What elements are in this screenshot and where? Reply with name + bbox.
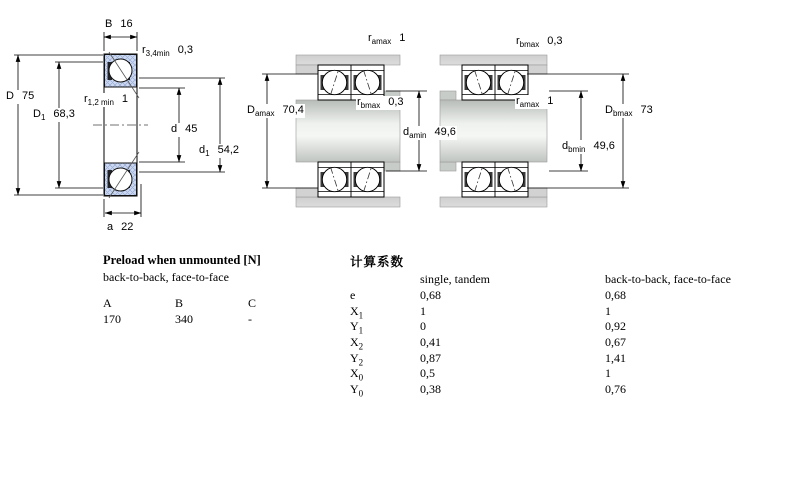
- preload-subtitle: back-to-back, face-to-face: [103, 270, 229, 284]
- preload-col-a: A: [103, 296, 112, 310]
- factor-row: e 0,68 0,68: [350, 288, 626, 302]
- preload-val-c: -: [248, 312, 252, 326]
- dim-label-Damax: $D_{amax}$ 70,4: [247, 104, 304, 119]
- factors-title: 计算系数: [350, 255, 405, 269]
- dim-label-r34: $r_{3,4min}$ 0,3: [142, 44, 193, 59]
- dim-label-ramax: $r_{amax}$ 1: [368, 32, 406, 47]
- preload-value-row: [103, 312, 252, 327]
- calculation-factors-table: [350, 252, 780, 399]
- dim-label-d1: $d_1$ 54,2: [199, 144, 239, 159]
- dim-label-a: a 22: [107, 221, 134, 233]
- factors-col2-header: back-to-back, face-to-face: [605, 272, 731, 286]
- factors-header-row: [350, 272, 780, 287]
- dim-label-damin: $d_{amin}$ 49,6: [403, 126, 456, 141]
- ball: [109, 59, 132, 82]
- factor-row: $X_0$ 0,5 1: [350, 366, 611, 383]
- factor-row: $Y_1$ 0 0,92: [350, 319, 626, 336]
- preload-col-c: C: [248, 296, 257, 310]
- dim-label-Dbmax: $D_{bmax}$ 73: [605, 104, 653, 119]
- bearing-pair-block: [318, 65, 384, 100]
- dim-label-rbmax-b: $r_{bmax}$ 0,3: [516, 35, 563, 50]
- factor-row: $Y_0$ 0,38 0,76: [350, 382, 626, 399]
- ball: [109, 168, 132, 191]
- dim-label-r12: $r_{1,2 min}$ 1: [84, 93, 129, 108]
- factors-col1-header: single, tandem: [420, 272, 490, 286]
- dim-label-dbmin: $d_{bmin}$ 49,6: [562, 140, 615, 155]
- bearing-pair-block: [462, 162, 528, 197]
- dim-label-ramax-b: $r_{amax}$ 1: [516, 95, 554, 110]
- factor-row: $Y_2$ 0,87 1,41: [350, 350, 626, 368]
- preload-title: Preload when unmounted [N]: [103, 253, 261, 267]
- preload-val-a: 170: [103, 312, 121, 326]
- dim-label-D1: $D_1$ 68,3: [33, 108, 75, 123]
- mounting-diagram-b: [440, 55, 629, 207]
- dim-label-d: d 45: [170, 123, 198, 137]
- factor-row: $X_1$ 1 1: [350, 303, 611, 321]
- bearing-pair-block: [318, 162, 384, 197]
- preload-col-b: B: [175, 296, 184, 310]
- dim-label-B: B 16: [105, 18, 133, 30]
- factors-rows: [350, 288, 780, 398]
- dim-label-D: D 75: [5, 90, 35, 104]
- preload-val-b: 340: [175, 312, 193, 326]
- preload-header-row: [103, 296, 256, 311]
- preload-table: [103, 253, 333, 326]
- dim-label-rbmax: $r_{bmax}$ 0,3: [357, 96, 404, 111]
- factor-row: $X_2$ 0,41 0,67: [350, 335, 626, 352]
